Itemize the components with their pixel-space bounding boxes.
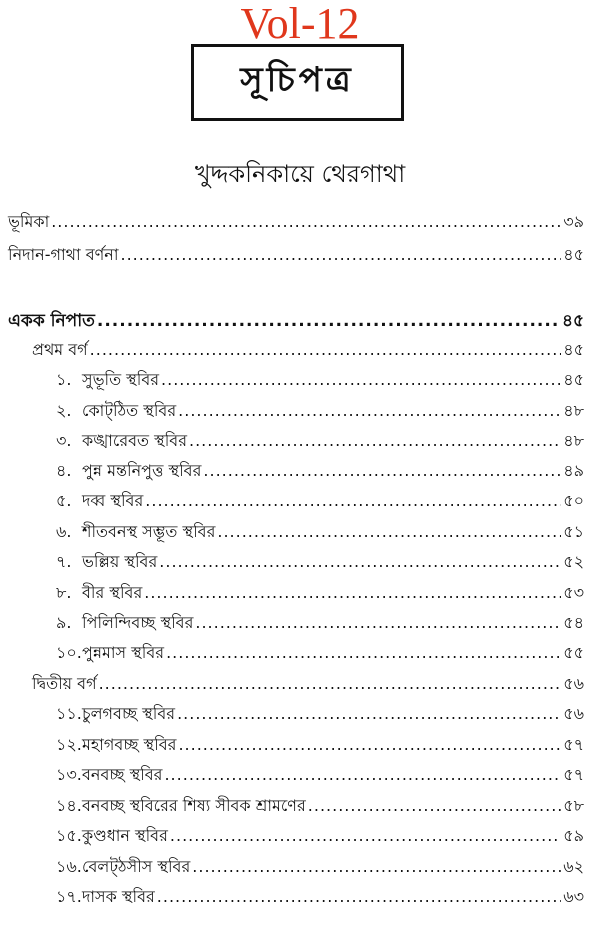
toc-page-number: ৫৫ — [563, 643, 584, 662]
toc-entry-number: ১. — [56, 370, 72, 389]
toc-entry-label: মহাগবচ্ছ স্থবির — [82, 735, 177, 754]
toc-leader — [217, 521, 561, 543]
toc-entry — [56, 764, 584, 786]
toc-page-number: ৫৭ — [563, 765, 584, 784]
toc-leader — [164, 764, 561, 786]
toc-page-number: ৪৮ — [563, 401, 584, 420]
toc-page-number: ৪৫ — [563, 370, 584, 389]
toc-entry-label: দ্বিতীয় বর্গ — [32, 674, 97, 693]
toc-entry-label: বেলট্‌ঠসীস স্থবির — [82, 857, 191, 876]
toc-entry-number: ১৬. — [56, 857, 82, 876]
toc-entry-label: দব্ব স্থবির — [82, 491, 144, 510]
toc-leader — [120, 244, 561, 266]
toc-entry — [56, 886, 584, 908]
toc-entry-label: শীতবনস্থ সম্ভূত স্থবির — [82, 522, 216, 541]
toc-leader — [161, 369, 561, 391]
book-subtitle: খুদ্দকনিকায়ে থেরগাথা — [194, 160, 406, 188]
toc-entry-number: ১২. — [56, 735, 82, 754]
toc-leader — [166, 642, 561, 664]
toc-entry-label: পিলিন্দিবচ্ছ স্থবির — [82, 613, 194, 632]
toc-entry-number: ৬. — [56, 522, 72, 541]
toc-entry-label: কোট্‌ঠিত স্থবির — [82, 401, 177, 420]
toc-entry-label: ভল্লিয় স্থবির — [82, 552, 158, 571]
toc-entry-label: ভূমিকা — [8, 212, 50, 231]
toc-page-number: ৬৩ — [563, 887, 584, 906]
toc-entry — [56, 703, 584, 725]
toc-entry-label: পুন্ন মন্তনিপুত্ত স্থবির — [82, 461, 202, 480]
toc-leader — [178, 400, 561, 422]
toc-page-number: ৪৫ — [563, 340, 584, 359]
toc-leader — [159, 551, 561, 573]
toc-chapter-first — [32, 339, 584, 361]
toc-entry-label: বনবচ্ছ স্থবিরের শিষ্য সীবক শ্রামণের — [82, 796, 306, 815]
toc-entry — [56, 521, 584, 543]
toc-entry-number: ১১. — [56, 704, 82, 723]
toc-entry-label: বনবচ্ছ স্থবির — [82, 765, 163, 784]
toc-entry-number: ১০. — [56, 643, 82, 662]
toc-leader — [189, 430, 561, 452]
toc-entry-label: দাসক স্থবির — [82, 887, 155, 906]
toc-leader — [97, 310, 560, 332]
toc-page-number: ৩৯ — [563, 212, 584, 231]
toc-entry-number: ২. — [56, 401, 72, 420]
toc-entry — [56, 856, 584, 878]
toc-entry-number: ৩. — [56, 431, 72, 450]
toc-entry — [56, 400, 584, 422]
toc-entry-label: সুভূতি স্থবির — [82, 370, 160, 389]
toc-entry — [56, 612, 584, 634]
toc-entry — [56, 369, 584, 391]
toc-leader — [178, 734, 561, 756]
toc-entry-number: ১৩. — [56, 765, 82, 784]
toc-entry — [56, 825, 584, 847]
toc-entry — [56, 734, 584, 756]
toc-leader — [157, 886, 561, 908]
toc-page-number: ৬২ — [563, 857, 584, 876]
toc-entry-number: ১৭. — [56, 887, 82, 906]
toc-page-number: ৫৪ — [563, 613, 584, 632]
toc-leader — [170, 825, 561, 847]
toc-leader — [145, 490, 561, 512]
toc-entry-label: পুন্নমাস স্থবির — [82, 643, 165, 662]
toc-section-ekaka-nipata — [8, 310, 584, 332]
toc-leader — [144, 582, 561, 604]
toc-leader — [192, 856, 561, 878]
toc-entry-label: প্রথম বর্গ — [32, 340, 88, 359]
toc-entry — [56, 582, 584, 604]
toc-leader — [99, 673, 562, 695]
toc-page-number: ৫৯ — [563, 826, 584, 845]
toc-entry-label: বীর স্থবির — [82, 583, 143, 602]
toc-entry-intro — [8, 211, 584, 233]
toc-entry-label: কুণ্ডধান স্থবির — [82, 826, 168, 845]
toc-entry-number: ১৪. — [56, 796, 82, 815]
toc-entry-number: ৯. — [56, 613, 72, 632]
toc-entry-number: ৪. — [56, 461, 72, 480]
toc-entry — [56, 430, 584, 452]
toc-page-number: ৪৯ — [563, 461, 584, 480]
toc-leader — [90, 339, 562, 361]
toc-page-number: ৪৫ — [563, 245, 584, 264]
toc-entry-number: ৮. — [56, 583, 72, 602]
toc-leader — [203, 460, 561, 482]
toc-entry-number: ৭. — [56, 552, 72, 571]
toc-entry-number: ১৫. — [56, 826, 82, 845]
toc-page-number: ৪৫ — [561, 311, 584, 331]
toc-page-number: ৪৮ — [563, 431, 584, 450]
toc-page-number: ৫৮ — [563, 796, 584, 815]
toc-entry — [56, 460, 584, 482]
toc-chapter-second — [32, 673, 584, 695]
toc-leader — [177, 703, 561, 725]
page-title: সূচিপত্র — [191, 44, 404, 121]
toc-page-number: ৫০ — [563, 491, 584, 510]
toc-leader — [195, 612, 561, 634]
toc-leader — [51, 211, 561, 233]
toc-entry-label: নিদান-গাথা বর্ণনা — [8, 245, 119, 264]
toc-entry-label: একক নিপাত — [8, 311, 95, 331]
toc-entry — [56, 551, 584, 573]
volume-label: Vol-12 — [240, 0, 360, 48]
toc-entry-nidana — [8, 244, 584, 266]
toc-entry — [56, 795, 584, 817]
toc-page-number: ৫৬ — [563, 704, 584, 723]
toc-entry-label: কঙ্খারেবত স্থবির — [82, 431, 187, 450]
toc-entry-number: ৫. — [56, 491, 72, 510]
toc-page-number: ৫১ — [563, 522, 584, 541]
toc-leader — [308, 795, 561, 817]
toc-entry — [56, 490, 584, 512]
toc-page-number: ৫২ — [563, 552, 584, 571]
toc-page-number: ৫৭ — [563, 735, 584, 754]
toc-page-number: ৫৩ — [563, 583, 584, 602]
toc-entry-label: চুলগবচ্ছ স্থবির — [82, 704, 176, 723]
toc-entry — [56, 642, 584, 664]
toc-page-number: ৫৬ — [563, 674, 584, 693]
